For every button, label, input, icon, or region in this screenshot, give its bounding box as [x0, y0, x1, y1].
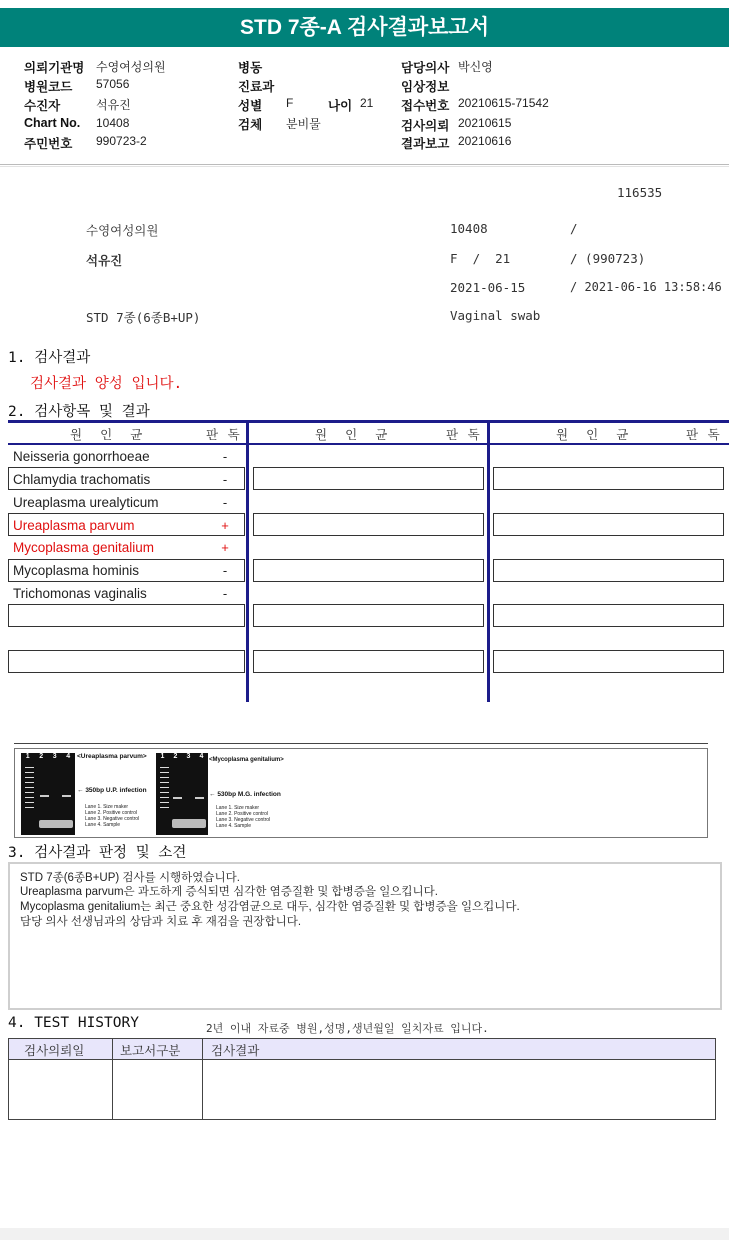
header-value: 분비물: [286, 117, 321, 131]
lane-number: 4: [66, 753, 71, 760]
header-block: [0, 54, 729, 154]
report-number: 116535: [617, 185, 663, 200]
header-value: 수영여성의원: [96, 60, 166, 74]
table-row: [8, 604, 245, 627]
header-label: Chart No.: [24, 116, 81, 130]
organism-name: Mycoplasma hominis: [13, 563, 140, 578]
history-col-divider: [112, 1038, 113, 1120]
header-label: 검사의뢰: [401, 119, 450, 133]
gel-band-text: 350bp U.P. infection: [85, 787, 147, 794]
size-ladder: [160, 767, 169, 811]
footer-strip: [0, 1228, 729, 1240]
specimen-type: Vaginal swab: [450, 308, 541, 323]
header-label: 성별: [238, 99, 263, 113]
gel-band-text: 530bp M.G. infection: [217, 791, 281, 798]
header-value: 20210615-71542: [458, 96, 549, 110]
table-header-rule: [8, 443, 729, 445]
header-label: 진료과: [238, 80, 275, 94]
legend-line: Lane 2. Positive control: [216, 811, 268, 817]
legend-line: Lane 3. Negative control: [85, 816, 140, 822]
table-row: [493, 559, 724, 582]
header-value: 10408: [96, 116, 130, 130]
patient-name: 석유진: [86, 253, 123, 268]
header-label: 결과보고: [401, 137, 450, 151]
header-value: 21: [360, 96, 374, 110]
table-row: [493, 650, 724, 673]
section-1-heading: 1. 검사결과: [8, 350, 91, 366]
history-header: [8, 1038, 716, 1060]
test-name: STD 7종(6종B+UP): [86, 310, 201, 325]
organism-name: Neisseria gonorrhoeae: [13, 449, 150, 464]
organism-name: Ureaplasma urealyticum: [13, 495, 159, 510]
header-label: 병동: [238, 61, 263, 75]
header-value: F: [286, 96, 294, 110]
birth-date: / (990723): [570, 251, 646, 266]
lane-number: 3: [186, 753, 191, 760]
gel-band: [40, 795, 49, 797]
header-value: 57056: [96, 77, 130, 91]
lane-number: 1: [25, 753, 30, 760]
report-title: STD 7종-A 검사결과보고서: [0, 8, 729, 47]
table-row: [493, 604, 724, 627]
report-datetime: / 2021-06-16 13:58:46: [570, 280, 722, 294]
opinion-line: 담당 의사 선생님과의 상담과 치료 후 재검을 권장합니다.: [20, 916, 302, 928]
history-col-result: 검사결과: [211, 1043, 260, 1058]
organism-result: +: [221, 518, 229, 533]
legend-line: Lane 3. Negative control: [216, 817, 271, 823]
gel-image-mg: [156, 753, 208, 835]
history-col-type: 보고서구분: [120, 1043, 181, 1058]
header-label: 주민번호: [24, 137, 73, 151]
column-divider: [246, 423, 249, 702]
gel-band: [173, 797, 182, 799]
lane-number: 2: [173, 753, 178, 760]
table-row: [253, 650, 484, 673]
organism-result: -: [222, 563, 228, 578]
table-row: [253, 467, 484, 490]
organism-name: Ureaplasma parvum: [13, 518, 135, 533]
legend-line: Lane 4. Sample: [85, 822, 121, 828]
table-row: [8, 650, 245, 673]
gel-band-label-up: ← 350bp U.P. infection: [77, 787, 147, 794]
table-row: [493, 513, 724, 536]
header-value: 석유진: [96, 98, 131, 112]
header-divider: [0, 164, 729, 165]
header-value: 20210616: [458, 134, 512, 148]
header-divider: [0, 166, 729, 167]
header-value: 990723-2: [96, 134, 147, 148]
info-block: [0, 176, 729, 326]
col-organism-header: 원 인 균: [70, 427, 144, 442]
header-value: 박신영: [458, 60, 493, 74]
header-label: 의뢰기관명: [24, 61, 85, 75]
organism-name: Trichomonas vaginalis: [13, 586, 147, 601]
history-note: 2년 이내 자료중 병원,성명,생년월일 일치자료 입니다.: [206, 1022, 489, 1035]
size-ladder: [25, 767, 34, 811]
col-result-header: 판 독: [206, 427, 241, 442]
organism-result: -: [222, 586, 228, 601]
organism-name: Mycoplasma genitalium: [13, 540, 155, 555]
table-top-rule: [8, 420, 729, 423]
history-col-date: 검사의뢰일: [24, 1043, 85, 1058]
opinion-line: STD 7종(6종B+UP) 검사를 시행하였습니다.: [20, 872, 240, 884]
history-col-divider: [202, 1038, 203, 1120]
gel-title-mg: <Mycoplasma genitalium>: [209, 757, 284, 763]
header-label: 나이: [328, 99, 353, 113]
table-row: [253, 559, 484, 582]
lane-number: 3: [52, 753, 57, 760]
col-result-header: 판 독: [686, 427, 721, 442]
info-slash: /: [570, 221, 578, 236]
section-4-heading: 4. TEST HISTORY: [8, 1015, 139, 1031]
opinion-line: Ureaplasma parvum은 과도하게 증식되면 심각한 염증질환 및 합병증을 일으킵니다.: [20, 886, 438, 898]
header-label: 접수번호: [401, 99, 450, 113]
gel-panel: [14, 748, 708, 838]
legend-line: Lane 4. Sample: [216, 823, 252, 829]
legend-line: Lane 1. Size maker: [85, 804, 129, 810]
gel-legend-mg: [216, 805, 270, 829]
header-label: 병원코드: [24, 80, 73, 94]
results-table: [0, 420, 729, 705]
col-organism-header: 원 인 균: [556, 427, 630, 442]
legend-line: Lane 2. Positive control: [85, 810, 137, 816]
legend-line: Lane 1. Size maker: [216, 805, 260, 811]
col-result-header: 판 독: [446, 427, 481, 442]
header-label: 임상정보: [401, 80, 450, 94]
organism-result: -: [222, 472, 228, 487]
positive-result-text: 검사결과 양성 입니다.: [30, 376, 183, 392]
primer-band: [39, 820, 73, 828]
organism-name: Chlamydia trachomatis: [13, 472, 151, 487]
primer-band: [172, 819, 206, 828]
lane-number: 4: [199, 753, 204, 760]
opinion-line: Mycoplasma genitalium는 최근 중요한 성감염균으로 대두, 심각한 염증질환 및 합병증을 일으킵니다.: [20, 901, 520, 913]
header-label: 검체: [238, 118, 263, 132]
header-label: 수진자: [24, 99, 61, 113]
header-value: 20210615: [458, 116, 512, 130]
hospital-name: 수영여성의원: [86, 223, 159, 238]
organism-result: -: [222, 495, 228, 510]
section-3-heading: 3. 검사결과 판정 및 소견: [8, 845, 187, 861]
column-divider: [487, 423, 490, 702]
lane-number: 1: [160, 753, 165, 760]
gel-band-label-mg: ← 530bp M.G. infection: [209, 791, 281, 798]
lane-number: 2: [39, 753, 44, 760]
organism-result: +: [221, 540, 229, 555]
table-row: [253, 604, 484, 627]
gel-legend-up: [85, 804, 139, 828]
chart-number: 10408: [450, 221, 488, 236]
history-body: [8, 1060, 716, 1120]
gel-band: [195, 797, 204, 799]
gel-band: [62, 795, 71, 797]
organism-result: -: [222, 449, 228, 464]
history-table: [8, 1038, 716, 1120]
opinion-box: [8, 862, 722, 1010]
sex-age: F / 21: [450, 251, 511, 266]
gel-top-rule: [14, 743, 708, 744]
table-row: [493, 467, 724, 490]
request-date: 2021-06-15: [450, 280, 526, 295]
table-row: [253, 513, 484, 536]
gel-title-up: <Ureaplasma parvum>: [77, 753, 147, 760]
col-organism-header: 원 인 균: [315, 427, 389, 442]
section-2-heading: 2. 검사항목 및 결과: [8, 404, 150, 420]
gel-image-up: [21, 753, 75, 835]
header-label: 담당의사: [401, 61, 450, 75]
